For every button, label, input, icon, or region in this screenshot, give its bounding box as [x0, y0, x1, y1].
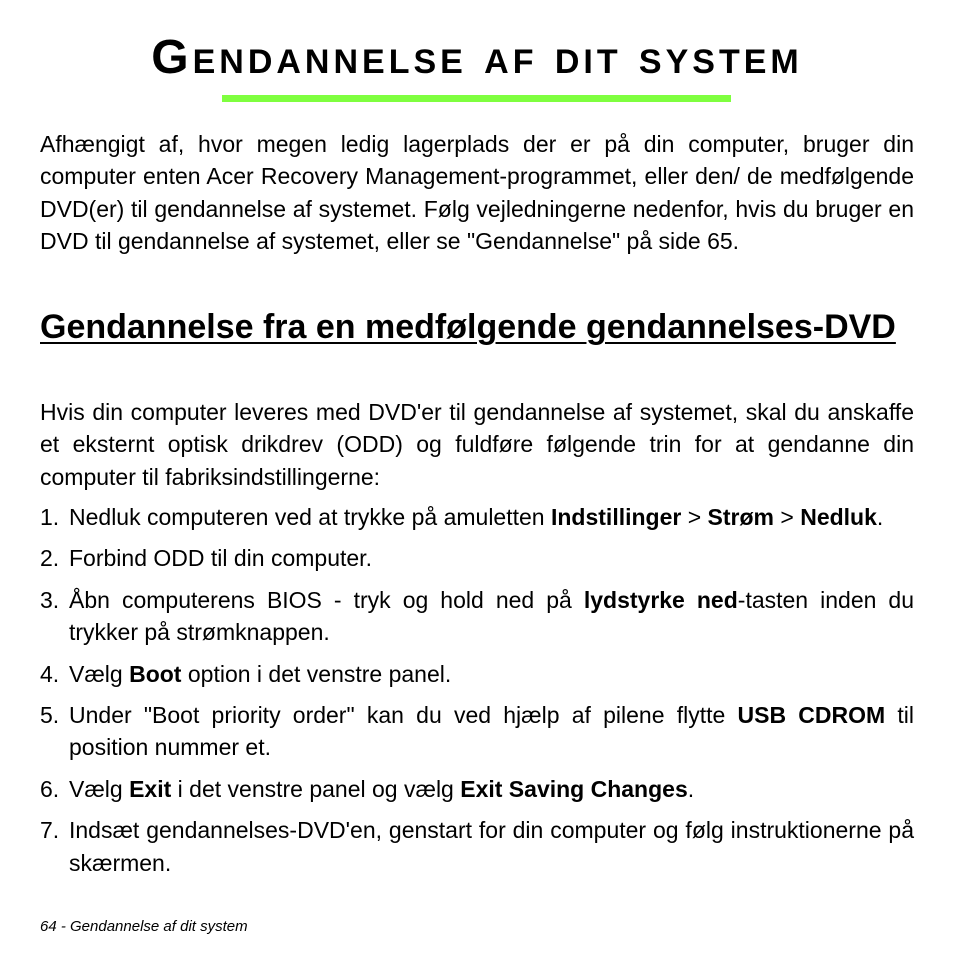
intro-paragraph: Afhængigt af, hvor megen ledig lagerplads der er på din computer, bruger din computer enten Acer Recovery Management-programmet, eller den/ de medfølgende DVD(er) til gendannelse af systemet. Følg vejledningerne nedenfor, hvis du bruger en DVD til gendannelse af systemet, eller se "Gendannelse" på side 65. — [40, 131, 914, 255]
page-title: Gendannelse af dit system — [151, 31, 803, 84]
step-bold-text: USB CDROM — [737, 702, 886, 729]
step-text: i det venstre panel og vælg — [171, 775, 461, 802]
step-number: 3. — [40, 586, 60, 613]
step-text: . — [876, 504, 884, 530]
step-text: Åbn computerens BIOS - tryk og hold ned på — [69, 586, 584, 613]
step-text: option i det venstre panel. — [181, 660, 452, 687]
step-number: 4. — [40, 660, 60, 687]
step-item — [40, 814, 914, 879]
step-bold-text: Strøm — [707, 504, 774, 530]
step-text: > — [774, 504, 801, 530]
step-text: Nedluk computeren ved at trykke på amuletten — [69, 504, 551, 530]
step-bold-text: Nedluk — [800, 504, 877, 530]
step-item — [40, 542, 914, 574]
section-heading-text: Gendannelse fra en medfølgende gendannelses-DVD — [40, 308, 896, 346]
step-text: Under "Boot priority order" kan du ved hjælp af pilene flytte — [69, 702, 738, 729]
step-item — [40, 699, 914, 764]
step-text: . — [687, 775, 695, 802]
step-item — [40, 501, 914, 533]
step-text: -tasten inden du trykker på strømknappen. — [69, 586, 915, 646]
step-number: 7. — [40, 817, 60, 844]
step-text: Forbind ODD til din computer. — [69, 545, 372, 572]
step-item — [40, 584, 914, 649]
page-footer: 64 - Gendannelse af dit system — [40, 918, 248, 935]
step-bold-text: Boot — [129, 660, 182, 687]
steps-list — [40, 501, 914, 888]
section-paragraph: Hvis din computer leveres med DVD'er til gendannelse af systemet, skal du anskaffe et eksternt optisk drikdrev (ODD) og fuldføre følgende trin for at gendanne din computer til fabriksindstillingerne: — [40, 399, 914, 490]
section-heading — [40, 308, 914, 346]
step-text: Indsæt gendannelses-DVD'en, genstart for din computer og følg instruktionerne på skærmen. — [69, 817, 914, 876]
step-text: Vælg — [69, 775, 130, 802]
step-bold-text: lydstyrke ned — [583, 586, 738, 613]
title-underline-bar — [222, 95, 731, 102]
step-item — [40, 658, 914, 690]
step-number: 1. — [40, 504, 60, 530]
step-number: 6. — [40, 775, 60, 802]
step-bold-text: Exit — [129, 775, 172, 802]
step-text: til position nummer et. — [69, 702, 914, 761]
step-text: > — [681, 504, 708, 530]
step-number: 2. — [40, 545, 60, 572]
step-bold-text: Indstillinger — [550, 504, 682, 530]
step-text: Vælg — [69, 660, 130, 687]
step-bold-text: Exit Saving Changes — [460, 775, 688, 802]
step-number: 5. — [40, 702, 60, 729]
step-item — [40, 773, 914, 805]
